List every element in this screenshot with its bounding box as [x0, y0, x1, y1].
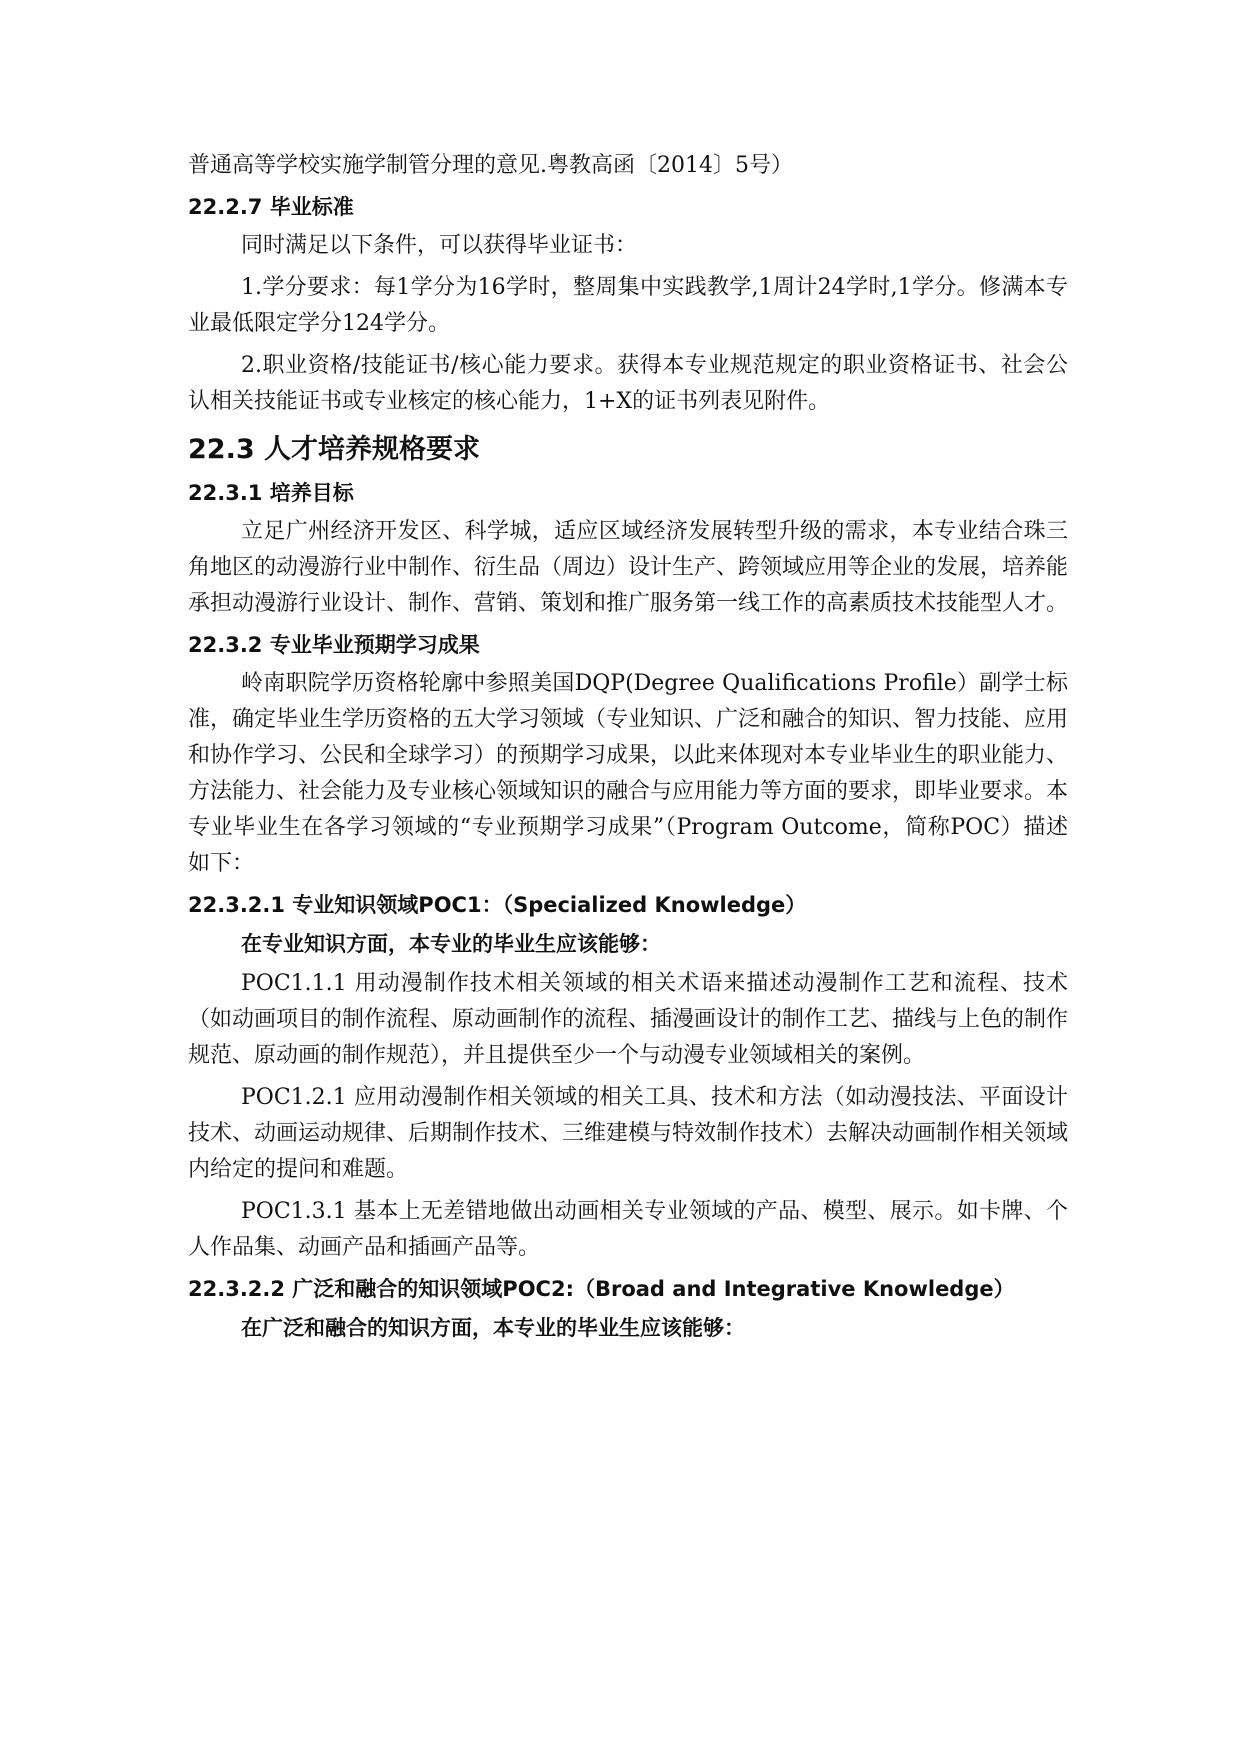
- intro-line: 普通高等学校实施学制管分理的意见.粤教高函〔2014〕5号）: [188, 153, 793, 178]
- paragraph-graduation-conditions: 同时满足以下条件，可以获得毕业证书：: [241, 233, 638, 258]
- heading-22-3-1: 22.3.1 培养目标: [188, 481, 354, 505]
- document-page: [188, 148, 1068, 1350]
- heading-22-3-2: 22.3.2 专业毕业预期学习成果: [188, 633, 480, 657]
- paragraph-poc-1-2-1: POC1.2.1 应用动漫制作相关领域的相关工具、技术和方法（如动漫技法、平面设计技术、动画运动规律、后期制作技术、三维建模与特效制作技术）去解决动画制作相关领域内给定的提问和难题。: [188, 1085, 1069, 1182]
- paragraph-credit-requirement: 1.学分要求：每1学分为16学时，整周集中实践教学,1周计24学时,1学分。修满本专业最低限定学分124学分。: [188, 275, 1068, 336]
- paragraph-certificate-requirement: 2.职业资格/技能证书/核心能力要求。获得本专业规范规定的职业资格证书、社会公认相关技能证书或专业核定的核心能力，1+X的证书列表见附件。: [188, 353, 1068, 414]
- paragraph-training-goal: 立足广州经济开发区、科学城，适应区域经济发展转型升级的需求，本专业结合珠三角地区的动漫游行业中制作、衍生品（周边）设计生产、跨领域应用等企业的发展，培养能承担动漫游行业设计、制作、营销、策划和推广服务第一线工作的高素质技术技能型人才。: [188, 519, 1069, 616]
- paragraph-learning-outcomes: 岭南职院学历资格轮廓中参照美国DQP(Degree Qualifications Profile）副学士标准，确定毕业生学历资格的五大学习领域（专业知识、广泛和融合的知识、智力技能、应用和协作学习、公民和全球学习）的预期学习成果，以此来体现对本专业毕业生的职业能力、方法能力、社会能力及专业核心领域知识的融合与应用能力等方面的要求，即毕业要求。本专业毕业生在各学习领域的“专业预期学习成果”（Program Outcome，简称POC）描述如下：: [188, 671, 1069, 876]
- bold-intro-broad: 在广泛和融合的知识方面，本专业的毕业生应该能够：: [241, 1316, 745, 1340]
- bold-intro-specialized: 在专业知识方面，本专业的毕业生应该能够：: [241, 932, 661, 956]
- heading-22-3-2-1: 22.3.2.1 专业知识领域POC1：（Specialized Knowledge）: [188, 893, 807, 917]
- heading-22-3-2-2: 22.3.2.2 广泛和融合的知识领域POC2:（Broad and Integrative Knowledge）: [188, 1277, 1015, 1301]
- paragraph-poc-1-1-1: POC1.1.1 用动漫制作技术相关领域的相关术语来描述动漫制作工艺和流程、技术（如动画项目的制作流程、原动画制作的流程、插漫画设计的制作工艺、描线与上色的制作规范、原动画的制作规范），并且提供至少一个与动漫专业领域相关的案例。: [188, 971, 1069, 1068]
- heading-22-2-7: 22.2.7 毕业标准: [188, 195, 354, 219]
- heading-22-3: 22.3 人才培养规格要求: [188, 434, 481, 465]
- paragraph-poc-1-3-1: POC1.3.1 基本上无差错地做出动画相关专业领域的产品、模型、展示。如卡牌、个人作品集、动画产品和插画产品等。: [188, 1199, 1068, 1260]
